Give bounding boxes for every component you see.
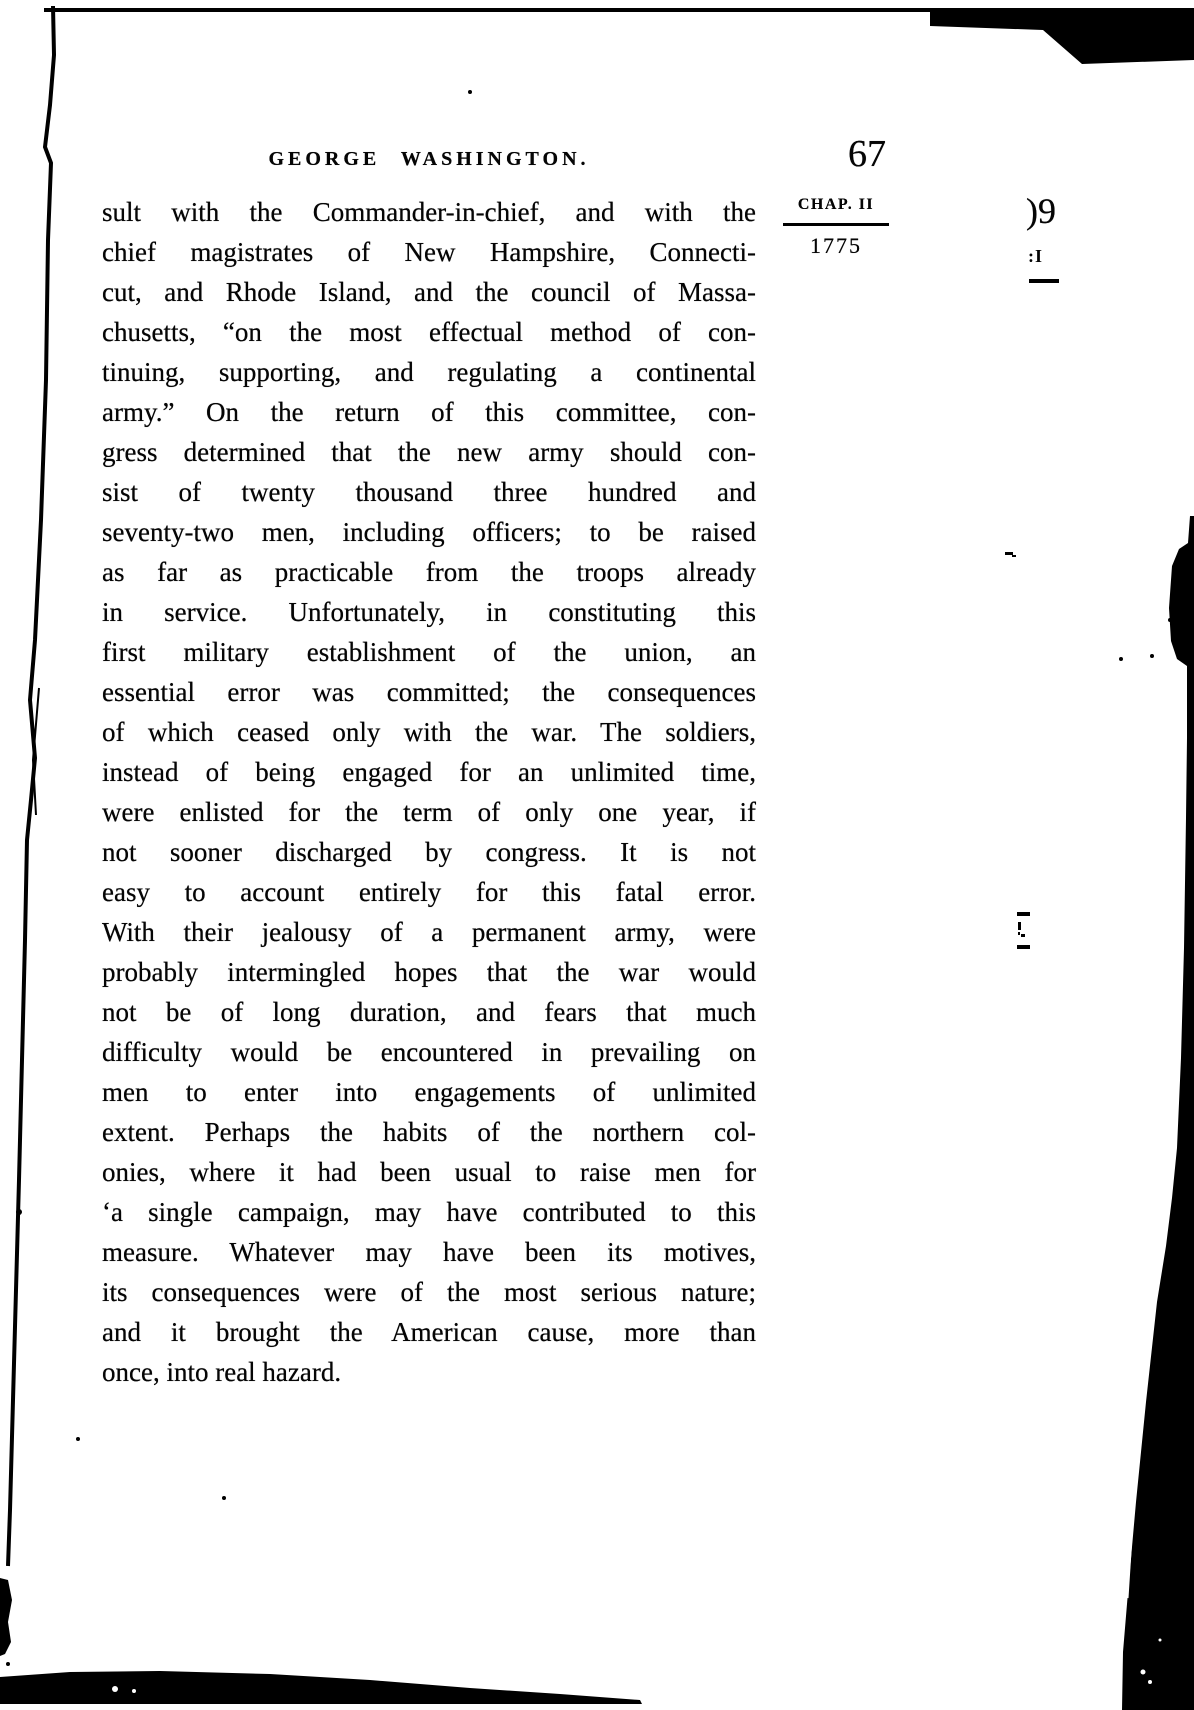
body-line: not be of long duration, and fears that much — [102, 997, 756, 1027]
margin-rule — [783, 223, 889, 226]
body-line: of which ceased only with the war. The soldiers, — [102, 717, 756, 747]
body-line: sist of twenty thousand three hundred and — [102, 477, 756, 507]
body-line: cut, and Rhode Island, and the council of Massa- — [102, 277, 756, 307]
body-line: seventy-two men, including officers; to be raised — [102, 517, 756, 547]
binding-line — [8, 6, 54, 1566]
year-note: 1775 — [810, 233, 862, 258]
right-edge-sliver — [1127, 1318, 1148, 1598]
edge-tilde-mark — [1005, 552, 1013, 555]
body-line: were enlisted for the term of only one year, if — [102, 797, 756, 827]
body-line: its consequences were of the most serious nature; — [102, 1277, 756, 1307]
body-line: difficulty would be encountered in prevailing on — [102, 1037, 756, 1067]
edge-dash-mark-2 — [1017, 945, 1030, 949]
body-line: chusetts, “on the most effectual method of con- — [102, 317, 756, 347]
adjacent-chapter-note: :I — [1028, 246, 1043, 266]
margin-notes — [778, 196, 894, 259]
adjacent-margin-rule — [1029, 279, 1059, 283]
right-edge-wedge — [1122, 516, 1194, 1710]
bottom-shadow-band — [0, 1671, 642, 1704]
body-line: and it brought the American cause, more than — [102, 1317, 756, 1347]
body-line: in service. Unfortunately, in constituting this — [102, 597, 756, 627]
body-line: army.” On the return of this committee, con- — [102, 397, 756, 427]
running-head: GEORGE WASHINGTON. — [268, 148, 590, 170]
edge-dash-mark-1 — [1017, 912, 1030, 916]
body-text — [102, 192, 756, 1392]
top-right-shadow — [930, 8, 1194, 64]
body-line: sult with the Commander-in-chief, and with the — [102, 197, 756, 227]
body-line: instead of being engaged for an unlimited time, — [102, 757, 756, 787]
body-line: chief magistrates of New Hampshire, Connecti- — [102, 237, 756, 267]
binding-line-fork — [33, 688, 39, 815]
edge-tick-mark — [1018, 922, 1021, 930]
body-line: probably intermingled hopes that the war would — [102, 957, 756, 987]
body-line: extent. Perhaps the habits of the northern col- — [102, 1117, 756, 1147]
body-line: as far as practicable from the troops already — [102, 557, 756, 587]
body-line: men to enter into engagements of unlimited — [102, 1077, 756, 1107]
body-line: once, into real hazard. — [102, 1357, 342, 1387]
body-line: With their jealousy of a permanent army, were — [102, 917, 756, 947]
body-line: gress determined that the new army should con- — [102, 437, 756, 467]
body-line: essential error was committed; the consequences — [102, 677, 756, 707]
bottom-left-blob — [0, 1578, 12, 1656]
body-line: onies, where it had been usual to raise men for — [102, 1157, 756, 1187]
body-line: first military establishment of the union, an — [102, 637, 756, 667]
page-number: 67 — [848, 133, 886, 175]
body-line: easy to account entirely for this fatal error. — [102, 877, 756, 907]
body-line: tinuing, supporting, and regulating a continental — [102, 357, 756, 387]
chapter-note: CHAP. II — [797, 196, 875, 213]
body-line: ‘a single campaign, may have contributed to this — [102, 1197, 756, 1227]
top-edge-line — [44, 8, 934, 12]
body-line: not sooner discharged by congress. It is not — [102, 837, 756, 867]
adjacent-page-number: )9 — [1026, 191, 1056, 231]
body-line: measure. Whatever may have been its motives, — [102, 1237, 756, 1267]
